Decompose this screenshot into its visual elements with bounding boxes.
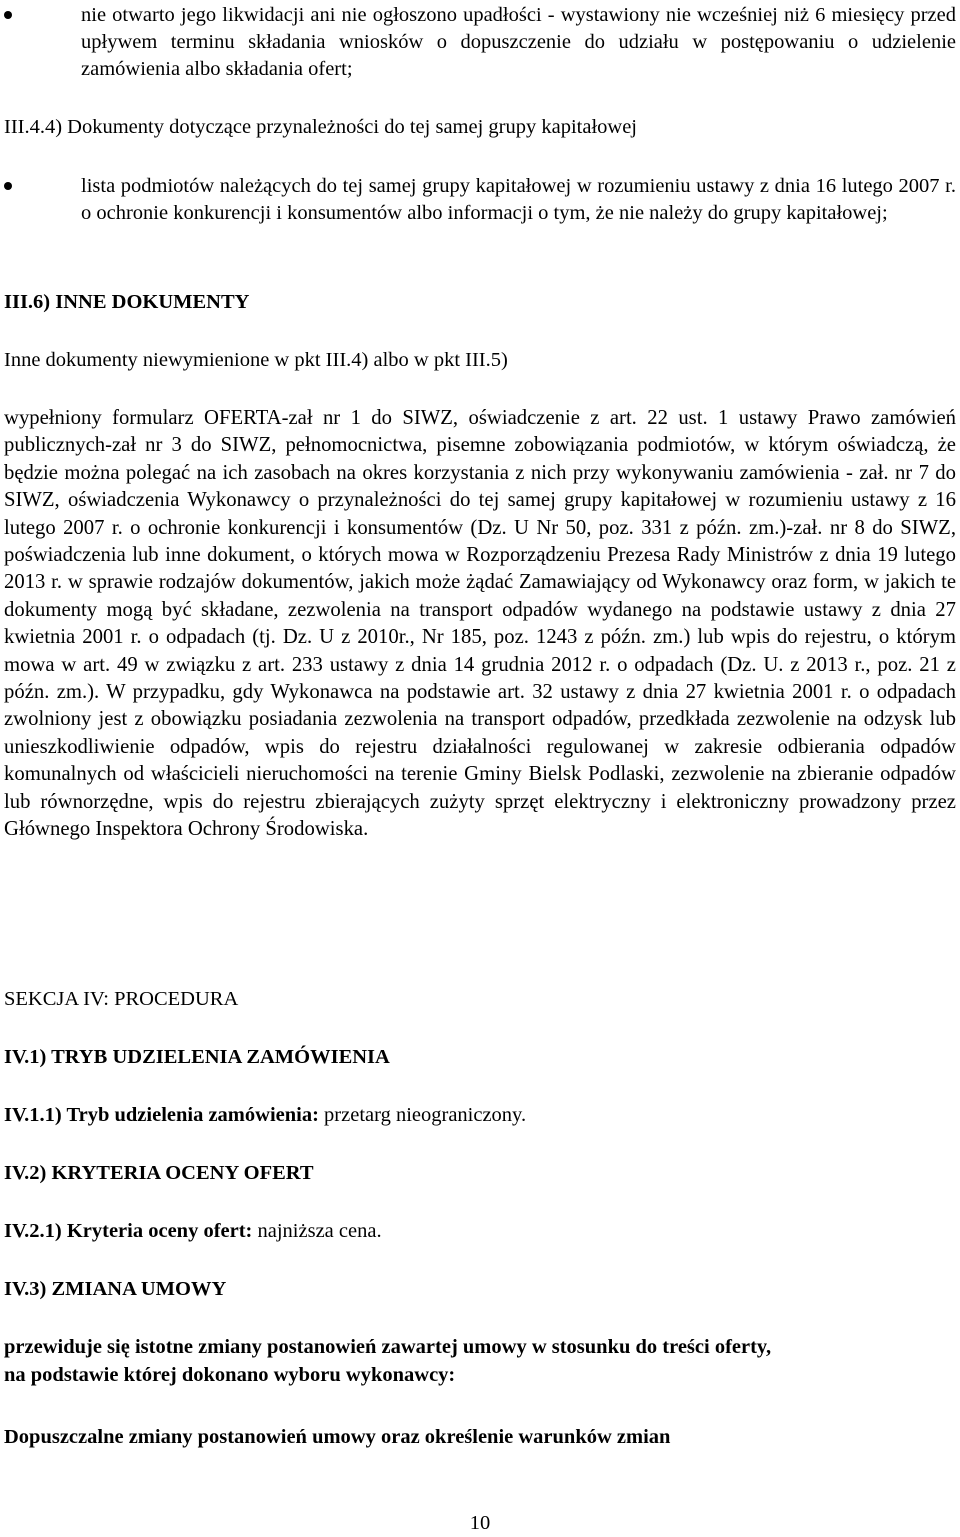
iv-2-1-line bbox=[4, 1218, 956, 1245]
zmiana-umowy-line-2: na podstawie której dokonano wyboru wykonawcy: bbox=[4, 1364, 456, 1386]
page-number: 10 bbox=[469, 1512, 491, 1534]
iv-2-1-label: IV.2.1) Kryteria oceny ofert: bbox=[4, 1220, 253, 1242]
heading-iii-4-4: III.4.4) Dokumenty dotyczące przynależności do tej samej grupy kapitałowej bbox=[4, 116, 637, 138]
bullet-item-termin bbox=[4, 2, 956, 84]
iv-1-1-label: IV.1.1) Tryb udzielenia zamówienia: bbox=[4, 1104, 319, 1126]
dokumenty-paragraph: wypełniony formularz OFERTA-zał nr 1 do SIWZ, oświadczenie z art. 22 ust. 1 ustawy Prawo zamówień publicznych-zał nr 3 do SIWZ, pełnomocnictwa, pisemne zobowiązania podmiotów, w którym oświadczą, że będzie można polegać na ich zasobach na okres korzystania z nich przy wykonywaniu zamówienia - zał. nr 7 do SIWZ, oświadczenia Wykonawcy o przynależności do tej samej grupy kapitałowej w rozumieniu ustawy z 16 lutego 2007 r. o ochronie konkurencji i konsumentów (Dz. U Nr 50, poz. 331 z późn. zm.)-zał. nr 8 do SIWZ, poświadczenia lub inne dokument, o których mowa w Rozporządzeniu Prezesa Rady Ministrów z dnia 19 lutego 2013 r. w sprawie rodzajów dokumentów, jakich może żądać Zamawiający od Wykonawcy oraz form, w jakich te dokumenty mogą być składane, zezwolenia na transport odpadów wydanego na podstawie ustawy z dnia 27 kwietnia 2001 r. o odpadach (tj. Dz. U z 2010r., Nr 185, poz. 1243 z późn. zm.) lub wpis do rejestru, o którym mowa w art. 49 w związku z art. 233 ustawy z dnia 14 grudnia 2012 r. o odpadach (Dz. U. z 2013 r., poz. 21 z późn. zm.). W przypadku, gdy Wykonawca na podstawie art. 32 ustawy z dnia 27 kwietnia 2001 r. o odpadach zwolniony jest z obowiązku posiadania zezwolenia na transport odpadów, przedkłada zezwolenie na odzysk lub unieszkodliwienie odpadów, wpis do rejestru działalności regulowanej w zakresie odbierania odpadów komunalnych od właścicieli nieruchomości na terenie Gminy Bielsk Podlaski, zezwolenie na zbieranie odpadów lub równorzędne, wpis do rejestru zbierających zużyty sprzęt elektryczny i elektroniczny prowadzony przez Głównego Inspektora Ochrony Środowiska. bbox=[4, 407, 956, 841]
iv-1-1-line bbox=[4, 1102, 956, 1129]
heading-iv-1: IV.1) TRYB UDZIELENIA ZAMÓWIENIA bbox=[4, 1046, 390, 1068]
heading-iii-6: III.6) INNE DOKUMENTY bbox=[4, 291, 250, 313]
bullet-icon bbox=[4, 11, 12, 19]
iv-2-1-value: najniższa cena. bbox=[252, 1220, 382, 1242]
heading-iv-2: IV.2) KRYTERIA OCENY OFERT bbox=[4, 1162, 314, 1184]
bullet-text: lista podmiotów należących do tej samej grupy kapitałowej w rozumieniu ustawy z dnia 16 lutego 2007 r. o ochronie konkurencji i konsumentów albo informacji o tym, że nie należy do grupy kapitałowej; bbox=[81, 175, 956, 224]
iv-1-1-value: przetarg nieograniczony. bbox=[318, 1104, 527, 1126]
inne-dokumenty-text: Inne dokumenty niewymienione w pkt III.4) albo w pkt III.5) bbox=[4, 349, 508, 371]
dopuszczalne-zmiany-heading: Dopuszczalne zmiany postanowień umowy oraz określenie warunków zmian bbox=[4, 1426, 671, 1448]
zmiana-umowy-line-1: przewiduje się istotne zmiany postanowień zawartej umowy w stosunku do treści oferty, bbox=[4, 1336, 772, 1358]
bullet-item-grupa-kapitalowa bbox=[4, 173, 956, 255]
bullet-icon bbox=[4, 182, 12, 190]
bullet-text: nie otwarto jego likwidacji ani nie ogłoszono upadłości - wystawiony nie wcześniej niż 6 miesięcy przed upływem terminu składania wniosków o dopuszczenie do udziału w postępowaniu o udzielenie zamówienia albo składania ofert; bbox=[81, 4, 956, 80]
heading-iv-3: IV.3) ZMIANA UMOWY bbox=[4, 1278, 227, 1300]
section-iv-title: SEKCJA IV: PROCEDURA bbox=[4, 988, 239, 1010]
